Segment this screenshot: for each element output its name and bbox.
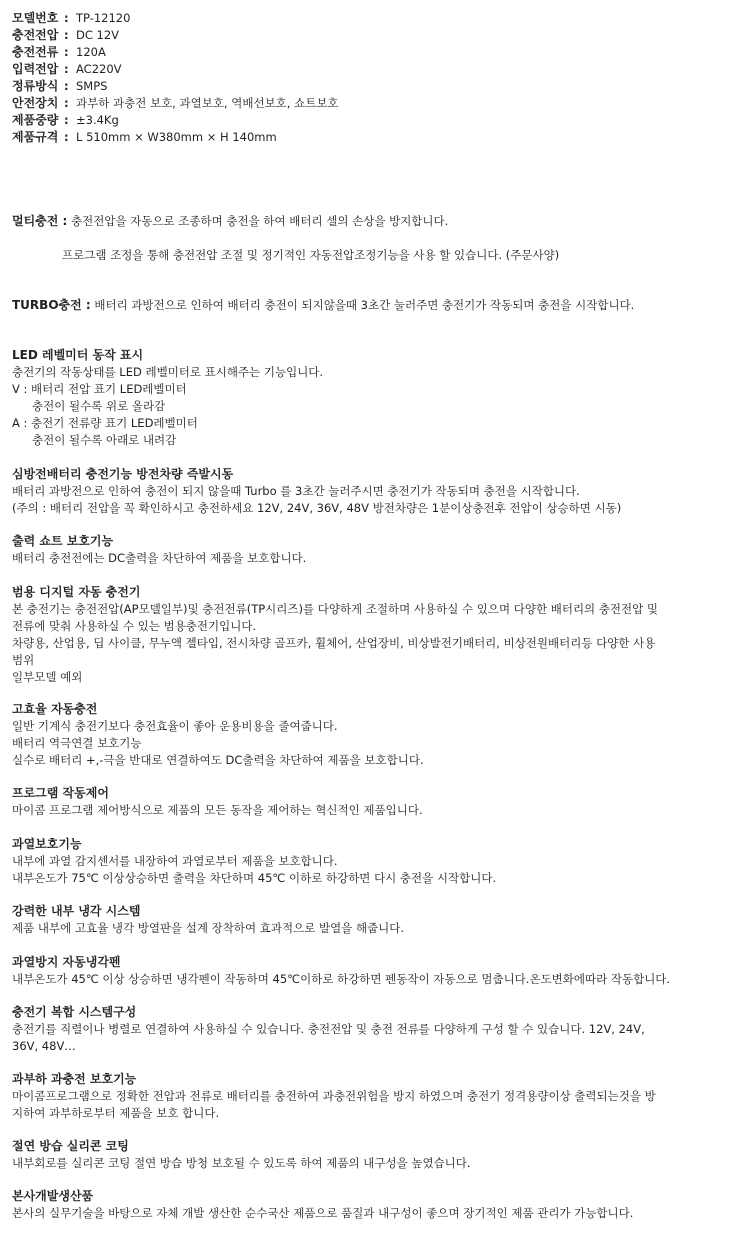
section-high-efficiency <box>12 700 748 769</box>
spec-value: DC 12V <box>76 28 120 42</box>
spec-key: 제품규격 <box>12 130 59 144</box>
section-cooling-fan <box>12 953 748 988</box>
section-program-control <box>12 784 748 819</box>
turbo-text: 배터리 과방전으로 인하여 배터리 충전이 되지않을때 3초간 눌러주면 충전기가 작동되며 충전을 시작합니다. <box>90 298 635 312</box>
section-title: 출력 쇼트 보호기능 <box>12 534 114 548</box>
section-title: 과열보호기능 <box>12 837 82 851</box>
section-line: 36V, 48V… <box>12 1039 76 1053</box>
spec-row <box>12 95 339 112</box>
spec-value: SMPS <box>76 79 108 93</box>
spec-key: 충전전압 <box>12 28 59 42</box>
spec-table <box>12 10 339 146</box>
spec-key: 안전장치 <box>12 96 59 110</box>
section-line: 본사의 실무기술을 바탕으로 자체 개발 생산한 순수국산 제품으로 품질과 내구성이 좋으며 장기적인 제품 관리가 가능합니다. <box>12 1206 634 1220</box>
section-title: 과열방지 자동냉각펜 <box>12 955 121 969</box>
spec-key: 정류방식 <box>12 79 59 93</box>
spec-row <box>12 27 339 44</box>
spec-row <box>12 78 339 95</box>
spec-key: 입력전압 <box>12 62 59 76</box>
section-line: 차량용, 산업용, 딥 사이클, 무누액 젤타입, 전시차량 골프카, 휠체어, 산업장비, 비상발전기배터리, 비상전원배터리등 다양한 사용 <box>12 636 656 650</box>
section-line: (주의 : 배터리 전압을 꼭 확인하시고 충전하세요 12V, 24V, 36V, 48V 방전차량은 1분이상충전후 전압이 상승하면 시동) <box>12 501 622 515</box>
section-title: 강력한 내부 냉각 시스템 <box>12 904 141 918</box>
spec-value: L 510mm × W380mm × H 140mm <box>76 130 277 144</box>
spec-colon: : <box>64 113 69 127</box>
turbo-label: TURBO충전 : <box>12 298 91 312</box>
spec-row <box>12 129 339 146</box>
section-silicone-coating <box>12 1137 748 1172</box>
section-title: 고효율 자동충전 <box>12 702 98 716</box>
multi-charge-text: 충전전압을 자동으로 조종하며 충전을 하여 배터리 셀의 손상을 방지합니다. <box>67 214 449 228</box>
section-line: 실수로 배터리 +,-극을 반대로 연결하여도 DC출력을 차단하여 제품을 보호합니다. <box>12 753 424 767</box>
spec-colon: : <box>64 45 69 59</box>
section-line: 내부회로를 실리콘 코팅 절연 방습 방청 보호될 수 있도록 하여 제품의 내구성을 높였습니다. <box>12 1156 471 1170</box>
section-line: 마이콤 프로그램 제어방식으로 제품의 모든 동작을 제어하는 혁신적인 제품입니다. <box>12 803 423 817</box>
section-line: 배터리 역극연결 보호기능 <box>12 736 142 750</box>
section-line: 충전기를 직렬이나 병렬로 연결하여 사용하실 수 있습니다. 충전전압 및 충전 전류를 다양하게 구성 할 수 있습니다. 12V, 24V, <box>12 1022 645 1036</box>
section-in-house-product <box>12 1187 748 1222</box>
spec-colon: : <box>64 79 69 93</box>
section-title: 본사개발생산품 <box>12 1189 94 1203</box>
spec-colon: : <box>64 11 69 25</box>
section-line: 일부모델 예외 <box>12 670 83 684</box>
spec-value: 과부하 과충전 보호, 과열보호, 역배선보호, 쇼트보호 <box>76 96 339 110</box>
spec-key: 충전전류 <box>12 45 59 59</box>
spec-value: 120A <box>76 45 106 59</box>
section-line: 내부온도가 75℃ 이상상승하면 출력을 차단하며 45℃ 이하로 하강하면 다시 충전을 시작합니다. <box>12 871 497 885</box>
section-title: 충전기 복합 시스템구성 <box>12 1005 137 1019</box>
section-deep-discharge <box>12 465 748 517</box>
section-line: A : 충전기 전류량 표기 LED레벨미터 <box>12 416 198 430</box>
spec-key: 제품중량 <box>12 113 59 127</box>
section-led <box>12 346 748 449</box>
section-overheat-protection <box>12 835 748 887</box>
spec-row <box>12 61 339 78</box>
section-line: 전류에 맞춰 사용하실 수 있는 범용충전기입니다. <box>12 619 257 633</box>
spec-value: ±3.4Kg <box>76 113 119 127</box>
section-overload-protection <box>12 1070 748 1122</box>
multi-charge-label: 멀티충전 : <box>12 214 68 228</box>
spec-colon: : <box>64 28 69 42</box>
section-line: 제품 내부에 고효율 냉각 방열판을 설계 장착하여 효과적으로 발열을 해줍니다. <box>12 921 405 935</box>
section-title: 절연 방습 실리콘 코팅 <box>12 1139 129 1153</box>
spec-row <box>12 44 339 61</box>
spec-colon: : <box>64 130 69 144</box>
section-title: 심방전배터리 충전기능 방전차량 즉발시동 <box>12 467 234 481</box>
section-short-protection <box>12 532 748 567</box>
section-line: 배터리 충전전에는 DC출력을 차단하여 제품을 보호합니다. <box>12 551 307 565</box>
section-line: 본 충전기는 충전전압(AP모델일부)및 충전전류(TP시리즈)를 다양하게 조절하며 사용하실 수 있으며 다양한 배터리의 충전전압 및 <box>12 602 659 616</box>
spec-row <box>12 10 339 27</box>
spec-colon: : <box>64 62 69 76</box>
section-line: V : 배터리 전압 표기 LED레벨미터 <box>12 382 187 396</box>
section-line: 마이콤프로그램으로 정확한 전압과 전류로 배터리를 충전하여 과충전위험을 방지 하였으며 충전기 정격용량이상 출력되는것을 방 <box>12 1089 656 1103</box>
section-line: 충전기의 작동상태를 LED 레벨미터로 표시해주는 기능입니다. <box>12 365 324 379</box>
spec-value: TP-12120 <box>76 11 131 25</box>
section-line: 범위 <box>12 653 35 667</box>
section-digital-charger <box>12 583 748 686</box>
spec-value: AC220V <box>76 62 122 76</box>
section-title: 범용 디지털 자동 충전기 <box>12 585 141 599</box>
section-line: 충전이 될수록 아래로 내려감 <box>32 433 177 447</box>
section-title: 과부하 과충전 보호기능 <box>12 1072 137 1086</box>
spec-row <box>12 112 339 129</box>
section-composite-system <box>12 1003 748 1055</box>
section-line: 충전이 될수록 위로 올라감 <box>32 399 166 413</box>
multi-charge-line <box>12 213 448 230</box>
multi-charge-note: 프로그램 조정을 통해 충전전압 조절 및 정기적인 자동전압조정기능을 사용 할 있습니다. (주문사양) <box>62 248 560 262</box>
section-line: 내부에 과열 감지센서를 내장하여 과열로부터 제품을 보호합니다. <box>12 854 338 868</box>
section-line: 일반 기계식 충전기보다 충전효율이 좋아 운용비용을 줄여줍니다. <box>12 719 338 733</box>
spec-colon: : <box>64 96 69 110</box>
section-line: 내부온도가 45℃ 이상 상승하면 냉각펜이 작동하며 45℃이하로 하강하면 펜동작이 자동으로 멈춥니다.온도변화에따라 작동합니다. <box>12 972 671 986</box>
section-title: LED 레벨미터 동작 표시 <box>12 348 144 362</box>
spec-key: 모델번호 <box>12 11 59 25</box>
turbo-line <box>12 297 634 314</box>
section-cooling-system <box>12 902 748 937</box>
section-line: 배터리 과방전으로 인하여 충전이 되지 않을때 Turbo 를 3초간 눌러주시면 충전기가 작동되며 충전을 시작합니다. <box>12 484 580 498</box>
section-title: 프로그램 작동제어 <box>12 786 109 800</box>
section-line: 지하여 과부하로부터 제품을 보호 합니다. <box>12 1106 220 1120</box>
